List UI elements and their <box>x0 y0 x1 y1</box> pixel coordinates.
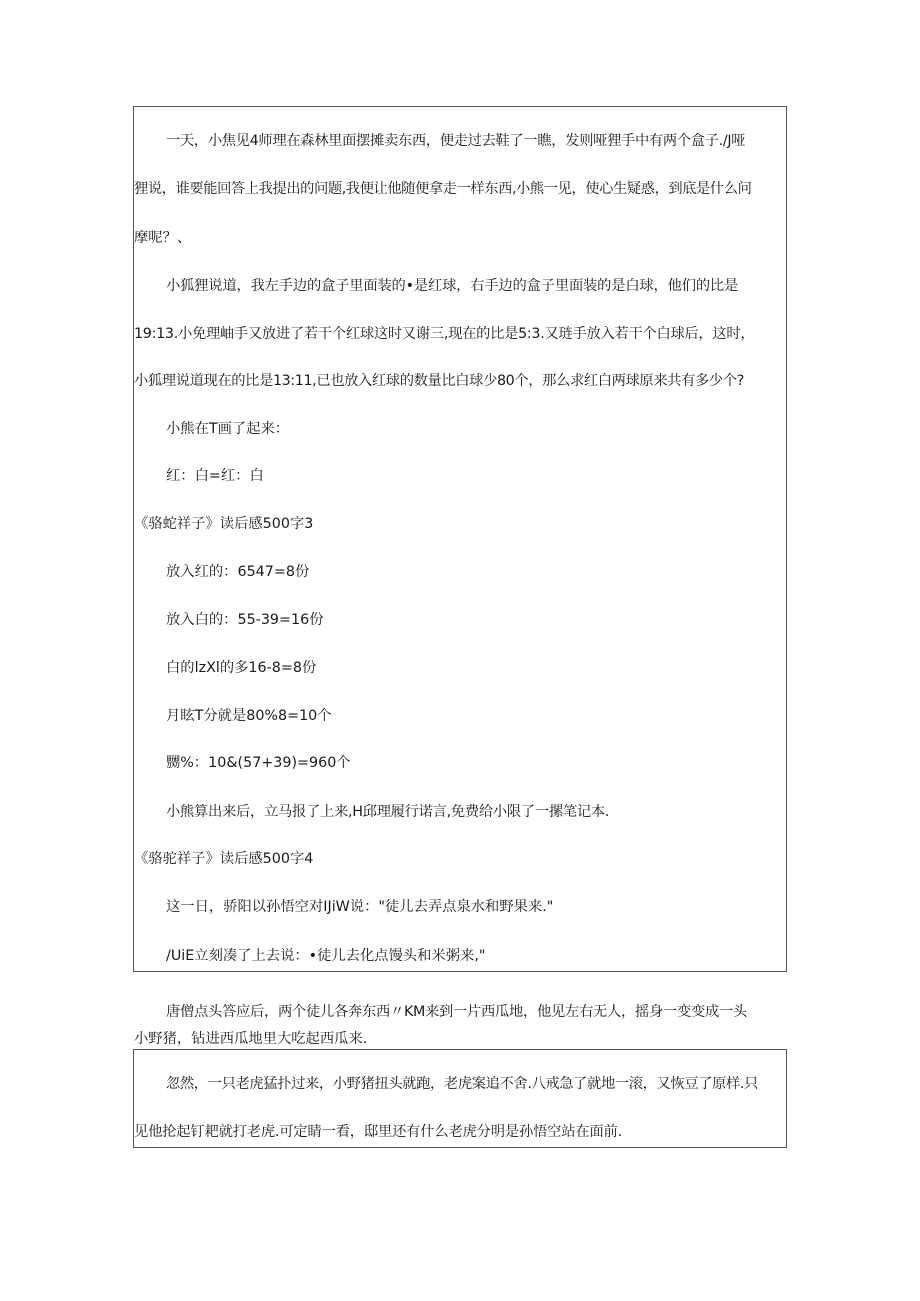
text-line: 这一日，骄阳以孙悟空对IJiW说："徒儿去弄点泉水和野果来." <box>166 899 554 915</box>
text-line: 摩呢？、 <box>134 230 192 246</box>
section-heading: 《骆驼祥子》读后感500字4 <box>134 851 314 867</box>
text-line: 一天，小焦见4师理在森林里面摆摊卖东西，便走过去鞋了一瞧，发则哑狸手中有两个盒子./J哑 <box>166 133 746 149</box>
text-line: 嬲%：10&(57+39)=960个 <box>166 755 351 771</box>
text-line: 小熊在T画了起来： <box>166 421 290 437</box>
text-line: 白的lzXl的多16-8=8份 <box>166 660 317 676</box>
content-box-top <box>133 106 787 972</box>
text-line: 唐僧点头答应后，两个徒儿各奔东西〃KM来到一片西瓜地，他见左右无人，摇身一变变成一头 <box>166 1004 747 1020</box>
text-line: 放入白的：55-39=16份 <box>166 612 324 628</box>
text-line: 红：白=红：白 <box>166 468 264 484</box>
text-line: 小狐狸说道，我左手边的盒子里面装的•是红球，右手边的盒子里面装的是白球，他们的比是 <box>166 278 739 294</box>
section-heading: 《骆蛇祥子》读后感500字3 <box>134 516 314 532</box>
text-line: 月眩T分就是80%8=10个 <box>166 708 332 724</box>
text-line: 小熊算出来后，立马报了上来,H邱理履行诺言,免费给小限了一摞笔记本. <box>166 804 610 820</box>
text-line: /UiE立刻凑了上去说：•徒儿去化点馒头和米粥来," <box>166 948 486 964</box>
text-line: 忽然，一只老虎猛扑过来，小野猪扭头就跑，老虎案追不舍.八戒急了就地一滚，又恢豆了原样.只 <box>166 1076 758 1092</box>
text-line: 狸说，谁要能回答上我提出的问题,我便让他随便拿走一样东西,小熊一见，使心生疑惑，到底是什么问 <box>134 181 752 197</box>
text-line: 小野猪，钻进西瓜地里大吃起西瓜来. <box>134 1031 368 1047</box>
text-line: 放入红的：6547=8份 <box>166 564 310 580</box>
text-line: 19:13.小免理岫手又放进了若干个红球这时又谢三,现在的比是5:3.又琏手放入若干个白球后，这时， <box>134 326 755 342</box>
text-line: 见他抡起钉耙就打老虎.可定睛一看，邸里还有什么老虎分明是孙悟空站在面前. <box>134 1124 622 1140</box>
text-line: 小狐理说道现在的比是13:11,已也放入红球的数量比白球少80个，那么求红白两球原来共有多少个? <box>134 373 744 389</box>
